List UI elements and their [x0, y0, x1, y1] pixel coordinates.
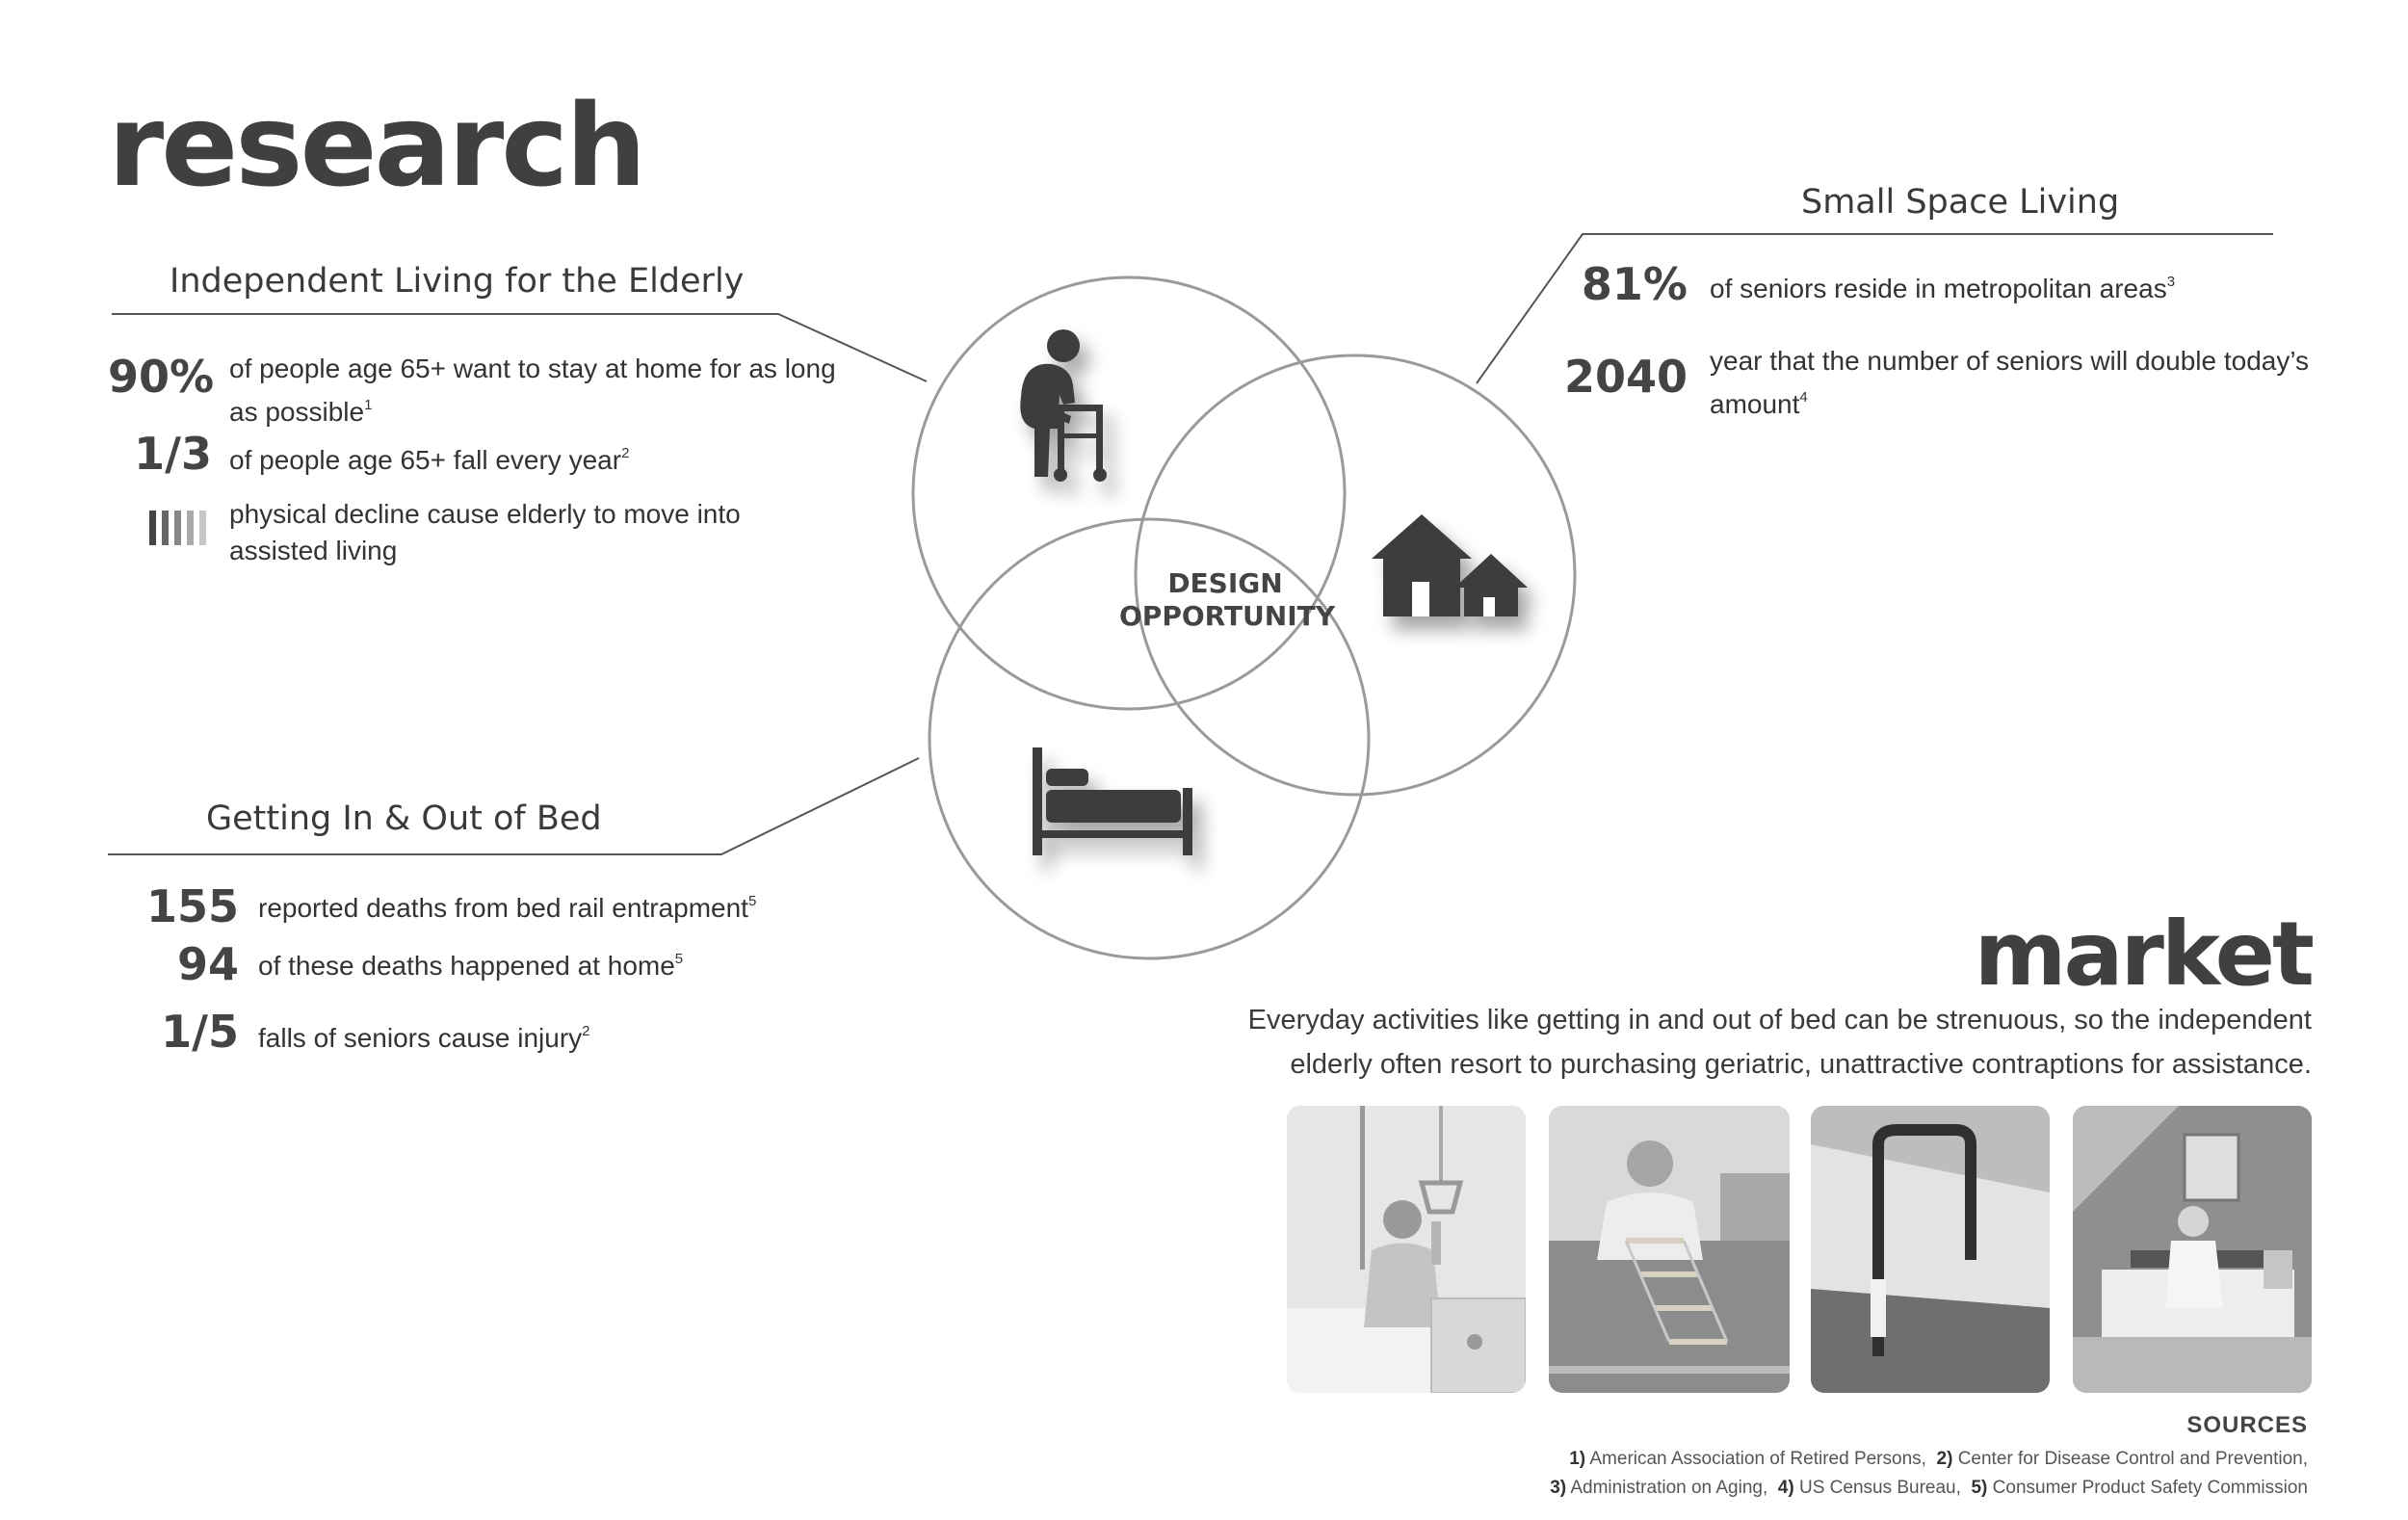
- independent-stat-text-2: [229, 435, 846, 479]
- source-num-1: 1): [1569, 1449, 1586, 1469]
- source-num-4: 4): [1777, 1478, 1794, 1498]
- design-label-line1: DESIGN: [1167, 567, 1283, 599]
- market-description-line1: Everyday activities like getting in and out of bed can be strenuous, so the independent: [1247, 1005, 2312, 1035]
- bed-stat-ref-2: 5: [674, 951, 684, 967]
- source-num-2: 2): [1936, 1449, 1953, 1469]
- bed-stat-ref-1: 5: [747, 893, 757, 909]
- independent-stat-text-3: physical decline cause elderly to move into assisted living: [229, 499, 741, 565]
- sources-line-1: [1569, 1445, 2308, 1474]
- research-title: research: [108, 79, 644, 212]
- bed-icon: [1033, 747, 1192, 855]
- market-description: [1060, 998, 2312, 1087]
- bed-stat-text-2: [258, 941, 932, 984]
- small-space-stat-value-1: 81%: [1581, 258, 1688, 310]
- bed-stat-text-3-body: falls of seniors cause injury: [258, 1023, 583, 1053]
- decline-bars-icon: [149, 511, 211, 550]
- bed-stat-text-1: [258, 883, 932, 927]
- small-space-stat-text-1-body: of seniors reside in metropolitan areas: [1710, 274, 2167, 303]
- houses-icon: [1372, 514, 1528, 616]
- bed-ladder-photo: [1549, 1106, 1790, 1393]
- independent-stat-value-1: 90%: [108, 351, 215, 403]
- bed-stat-text-3: [258, 1013, 932, 1057]
- sources-title: SOURCES: [2186, 1412, 2308, 1438]
- bed-stat-ref-3: 2: [582, 1023, 590, 1039]
- source-num-5: 5): [1971, 1478, 1988, 1498]
- design-opportunity-label: [1119, 567, 1336, 633]
- bed-stat-text-2-body: of these deaths happened at home: [258, 951, 675, 981]
- independent-stat-value-2: 1/3: [134, 428, 212, 480]
- sources-line-2: [1550, 1474, 2308, 1503]
- bed-stat-value-3: 1/5: [161, 1006, 239, 1058]
- bed-stat-value-2: 94: [176, 938, 239, 990]
- market-title: market: [1974, 903, 2312, 1006]
- independent-stat-ref-2: 2: [621, 445, 630, 461]
- small-space-stat-value-2: 2040: [1563, 351, 1688, 403]
- bed-stat-text-1-body: reported deaths from bed rail entrapment: [258, 893, 748, 923]
- small-space-heading: Small Space Living: [1801, 183, 2120, 222]
- bed-stat-value-1: 155: [145, 880, 239, 932]
- bedroom-transfer-photo: [2073, 1106, 2312, 1393]
- independent-stat-text-2-body: of people age 65+ fall every year: [229, 445, 622, 475]
- person-walker-icon: [1020, 329, 1107, 482]
- independent-circle: [913, 277, 1345, 709]
- source-num-3: 3): [1550, 1478, 1567, 1498]
- independent-stat-text-1-body: of people age 65+ want to stay at home for as long as possible: [229, 354, 836, 427]
- design-label-line2: OPPORTUNITY: [1119, 600, 1336, 632]
- source-name-5: Consumer Product Safety Commission: [1992, 1478, 2308, 1498]
- source-name-2: Center for Disease Control and Prevention,: [1957, 1449, 2308, 1469]
- market-description-line2: elderly often resort to purchasing geriatric, unattractive contraptions for assistance.: [1290, 1049, 2312, 1080]
- independent-heading: Independent Living for the Elderly: [170, 262, 745, 301]
- source-name-4: US Census Bureau,: [1798, 1478, 1961, 1498]
- small-space-stat-text-2: [1710, 343, 2326, 423]
- independent-stat-ref-1: 1: [364, 397, 373, 413]
- bed-heading: Getting In & Out of Bed: [206, 799, 602, 838]
- small-space-stat-ref-1: 3: [2166, 274, 2176, 290]
- source-name-3: Administration on Aging,: [1570, 1478, 1768, 1498]
- small-space-stat-text-1: [1710, 264, 2326, 307]
- source-name-1: American Association of Retired Persons,: [1589, 1449, 1926, 1469]
- small-space-stat-ref-2: 4: [1799, 389, 1808, 406]
- small-space-stat-text-2-body: year that the number of seniors will double today’s amount: [1710, 346, 2310, 419]
- bed-rail-photo: [1811, 1106, 2050, 1393]
- independent-stat-text-1: [229, 351, 846, 431]
- trapeze-bar-photo: [1287, 1106, 1526, 1393]
